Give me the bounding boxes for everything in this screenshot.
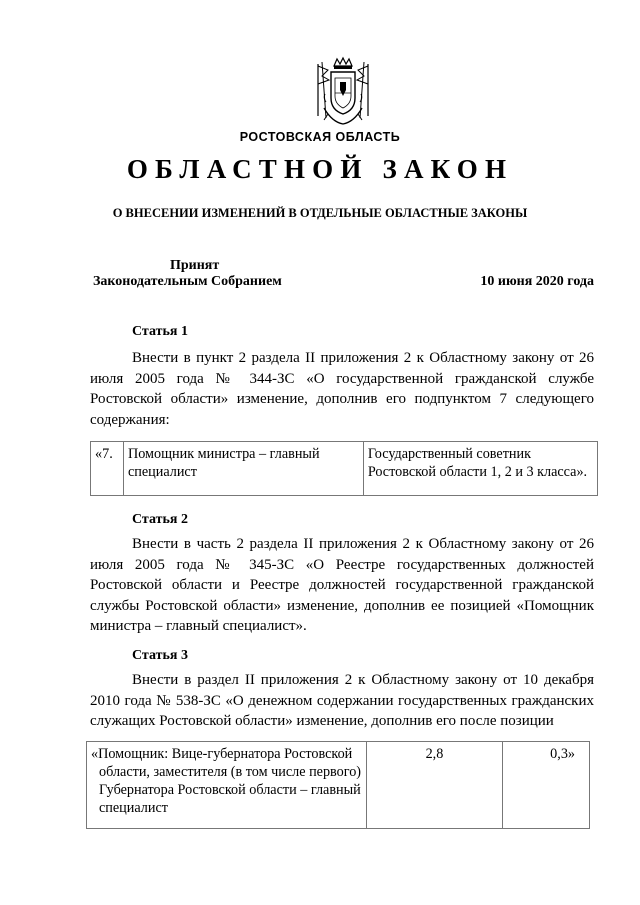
article-3-text: Внести в раздел II приложения 2 к Областному закону от 10 декабря 2010 года № 538-ЗС «О денежном содержании государственных гражданских служащих Ростовской области» изменение, дополнив его после позиции xyxy=(90,672,594,730)
adoption-date: 10 июня 2020 года xyxy=(480,274,594,289)
article-3-heading: Статья 3 xyxy=(132,648,188,663)
table-cell-number: «7. xyxy=(91,442,124,496)
table-row xyxy=(87,742,590,829)
table-cell-position: «Помощник: Вице-губернатора Ростовской области, заместителя (в том числе первого) Губернатора Ростовской области – главный специалист xyxy=(87,742,367,829)
table-row xyxy=(91,442,598,496)
document-title: О ВНЕСЕНИИ ИЗМЕНЕНИЙ В ОТДЕЛЬНЫЕ ОБЛАСТНЫЕ ЗАКОНЫ xyxy=(112,206,528,220)
article-1-heading: Статья 1 xyxy=(132,324,188,339)
article-1-table xyxy=(90,441,598,496)
coat-of-arms-emblem xyxy=(312,56,374,128)
table-cell-value-2: 0,3» xyxy=(502,742,589,829)
table-cell-value-1: 2,8 xyxy=(367,742,502,829)
adoption-label: Принят xyxy=(170,258,220,273)
article-2-heading: Статья 2 xyxy=(132,512,188,527)
article-1-text: Внести в пункт 2 раздела II приложения 2 к Областному закону от 26 июля 2005 года № 344-ЗС «О государственной гражданской службе Ростовской области» изменение, дополнив его подпунктом 7 следующего содержания: xyxy=(90,350,594,428)
adoption-body: Законодательным Собранием xyxy=(93,274,282,289)
table-cell-rank: Государственный советник Ростовской области 1, 2 и 3 класса». xyxy=(363,442,597,496)
table-cell-position: Помощник министра – главный специалист xyxy=(123,442,363,496)
document-type: ОБЛАСТНОЙ ЗАКОН xyxy=(126,154,514,184)
article-3-table xyxy=(86,741,590,829)
region-name: РОСТОВСКАЯ ОБЛАСТЬ xyxy=(239,130,401,144)
article-2-text: Внести в часть 2 раздела II приложения 2 к Областному закону от 26 июля 2005 года № 345-ЗС «О Реестре государственных должностей Ростовской области и Реестре должностей государственной гражданской службы Ростовской области» изменение, дополнив ее позицией «Помощник министра – главный специалист». xyxy=(90,536,594,635)
